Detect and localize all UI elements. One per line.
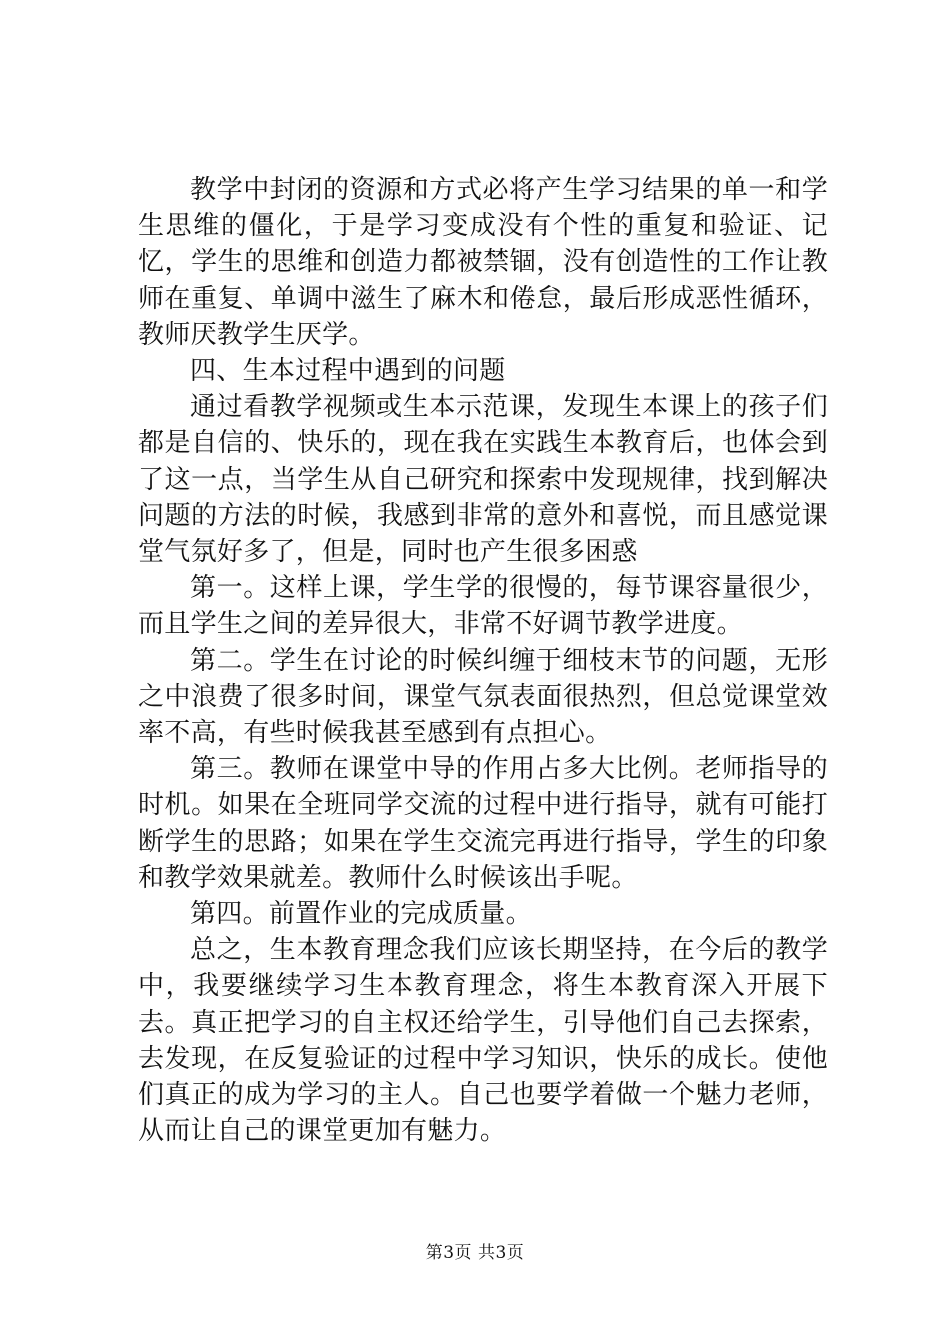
section-heading-problems: 四、生本过程中遇到的问题 (190, 356, 506, 387)
paragraph-closed-resources: 教学中封闭的资源和方式必将产生学习结果的单一和学生思维的僵化，于是学习变成没有个性的重复和验证、记忆，学生的思维和创造力都被禁锢，没有创造性的工作让教师在重复、单调中滋生了麻木和倦怠，最后形成恶性循环，教师厌教学生厌学。 (138, 175, 828, 350)
paragraph-point-four: 第四。前置作业的完成质量。 (190, 899, 532, 930)
paragraph-point-three: 第三。教师在课堂中导的作用占多大比例。老师指导的时机。如果在全班同学交流的过程中进行指导，就有可能打断学生的思路；如果在学生交流完再进行指导，学生的印象和教学效果就差。教师什么时候该出手呢。 (138, 754, 828, 893)
paragraph-point-one: 第一。这样上课，学生学的很慢的，每节课容量很少，而且学生之间的差异很大，非常不好调节教学进度。 (138, 573, 828, 640)
page-number-footer: 第3页 共3页 (425, 1243, 525, 1263)
paragraph-observations: 通过看教学视频或生本示范课，发现生本课上的孩子们都是自信的、快乐的，现在我在实践生本教育后，也体会到了这一点，当学生从自己研究和探索中发现规律，找到解决问题的方法的时候，我感到非常的意外和喜悦，而且感觉课堂气氛好多了，但是，同时也产生很多困惑 (138, 392, 828, 568)
paragraph-conclusion: 总之，生本教育理念我们应该长期坚持，在今后的教学中，我要继续学习生本教育理念，将生本教育深入开展下去。真正把学习的自主权还给学生，引导他们自己去探索，去发现，在反复验证的过程中学习知识，快乐的成长。使他们真正的成为学习的主人。自己也要学着做一个魅力老师，从而让自己的课堂更加有魅力。 (138, 935, 828, 1147)
paragraph-point-two: 第二。学生在讨论的时候纠缠于细枝末节的问题，无形之中浪费了很多时间，课堂气氛表面很热烈，但总觉课堂效率不高，有些时候我甚至感到有点担心。 (138, 645, 828, 749)
document-body (138, 172, 828, 1149)
